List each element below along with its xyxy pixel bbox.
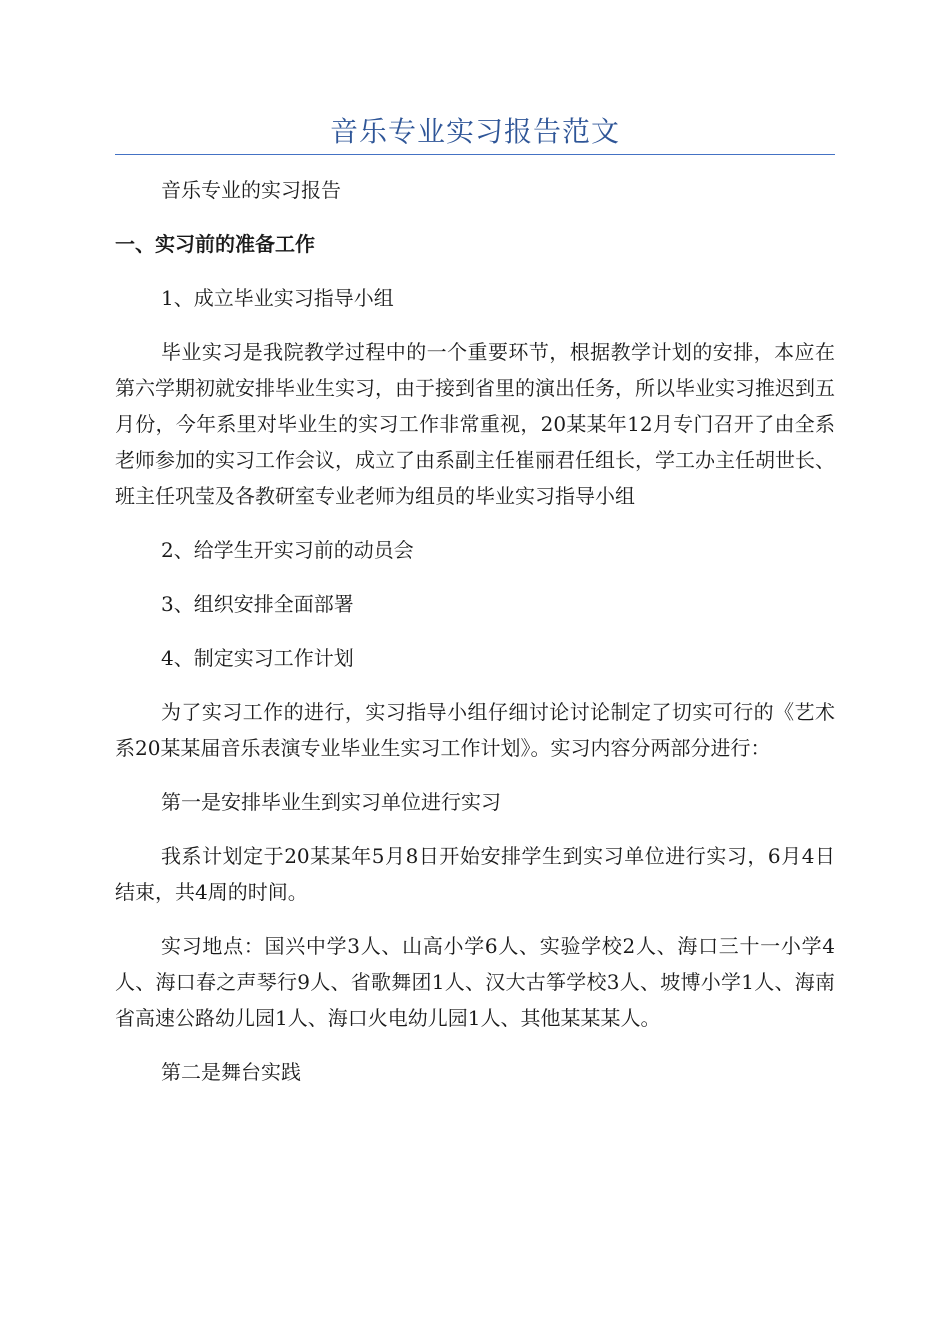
document-body <box>115 172 835 1108</box>
body-paragraph: 毕业实习是我院教学过程中的一个重要环节，根据教学计划的安排，本应在第六学期初就安排毕业生实习，由于接到省里的演出任务，所以毕业实习推迟到五月份，今年系里对毕业生的实习工作非常重视，20某某年12月专门召开了由全系老师参加的实习工作会议，成立了由系副主任崔丽君任组长，学工办主任胡世长、班主任巩莹及各教研室专业老师为组员的毕业实习指导小组 <box>115 340 835 508</box>
title-underline <box>115 154 835 155</box>
body-paragraph: 为了实习工作的进行，实习指导小组仔细讨论讨论制定了切实可行的《艺术系20某某届音乐表演专业毕业生实习工作计划》。实习内容分两部分进行： <box>115 700 835 760</box>
list-item-4: 4、制定实习工作计划 <box>161 646 354 670</box>
body-paragraph: 实习地点：国兴中学3人、山高小学6人、实验学校2人、海口三十一小学4人、海口春之声琴行9人、省歌舞团1人、汉大古筝学校3人、坡博小学1人、海南省高速公路幼儿园1人、海口火电幼儿园1人、其他某某某人。 <box>115 934 835 1030</box>
list-item-2: 2、给学生开实习前的动员会 <box>161 538 414 562</box>
body-paragraph: 第二是舞台实践 <box>161 1060 301 1084</box>
subtitle-paragraph: 音乐专业的实习报告 <box>161 178 341 202</box>
list-item-1: 1、成立毕业实习指导小组 <box>161 286 394 310</box>
body-paragraph: 第一是安排毕业生到实习单位进行实习 <box>161 790 501 814</box>
body-paragraph: 我系计划定于20某某年5月8日开始安排学生到实习单位进行实习，6月4日结束，共4周的时间。 <box>115 844 835 904</box>
list-item-3: 3、组织安排全面部署 <box>161 592 354 616</box>
section-heading: 一、实习前的准备工作 <box>115 232 315 256</box>
document-title: 音乐专业实习报告范文 <box>329 115 620 148</box>
